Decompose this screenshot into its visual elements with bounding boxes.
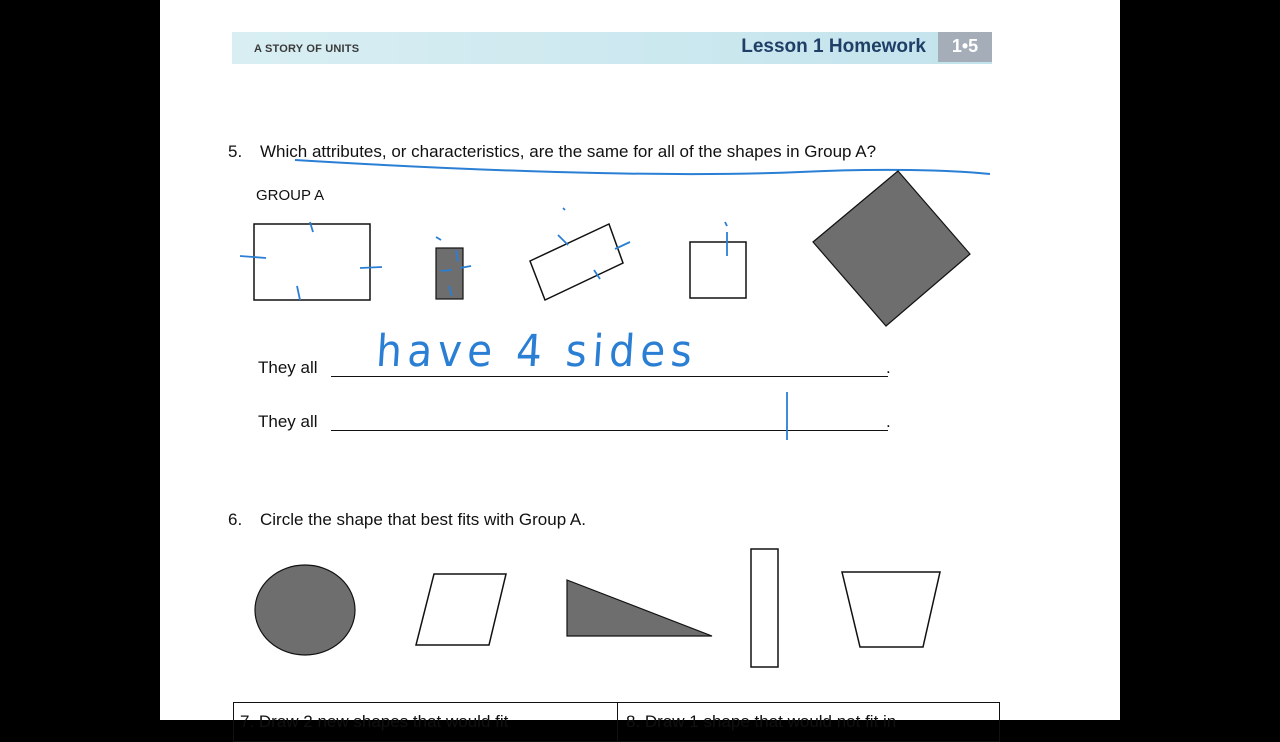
lesson-title: Lesson 1 Homework <box>741 36 926 57</box>
q6-triangle <box>567 580 712 636</box>
group-a-rectangle <box>254 224 370 300</box>
group-a-small-rectangle <box>436 248 463 299</box>
q5-number: 5. <box>228 142 243 161</box>
group-a-tilted-rectangle <box>530 224 623 300</box>
group-a-diamond <box>813 171 970 326</box>
sentence-stem-2: They all <box>258 412 318 431</box>
series-label: A STORY OF UNITS <box>254 43 360 55</box>
q6-prompt: Circle the shape that best fits with Group A. <box>260 510 586 529</box>
group-a-square <box>690 242 746 298</box>
lesson-badge: 1•5 <box>938 32 992 62</box>
q7-partial: 7. Draw 2 new shapes that would fit <box>240 712 509 731</box>
sentence-stem-1: They all <box>258 358 318 377</box>
answer-period-1: . <box>886 358 891 377</box>
q6-tall-rectangle <box>751 549 778 667</box>
shapes-canvas <box>160 0 1120 720</box>
group-a-label: GROUP A <box>256 187 325 204</box>
q6-trapezoid <box>842 572 940 647</box>
q6-parallelogram <box>416 574 506 645</box>
bottom-questions-box <box>233 702 1000 742</box>
q5-prompt: Which attributes, or characteristics, are the same for all of the shapes in Group A? <box>260 142 877 161</box>
bottom-box-divider <box>617 703 618 741</box>
handwritten-answer: have 4 sides <box>374 326 700 377</box>
answer-period-2: . <box>886 412 891 431</box>
q8-partial: 8. Draw 1 shape that would not fit in <box>626 712 897 731</box>
q6-circle <box>255 565 355 655</box>
q6-number: 6. <box>228 510 243 529</box>
worksheet-page <box>160 0 1120 731</box>
ink-underline <box>295 160 990 174</box>
